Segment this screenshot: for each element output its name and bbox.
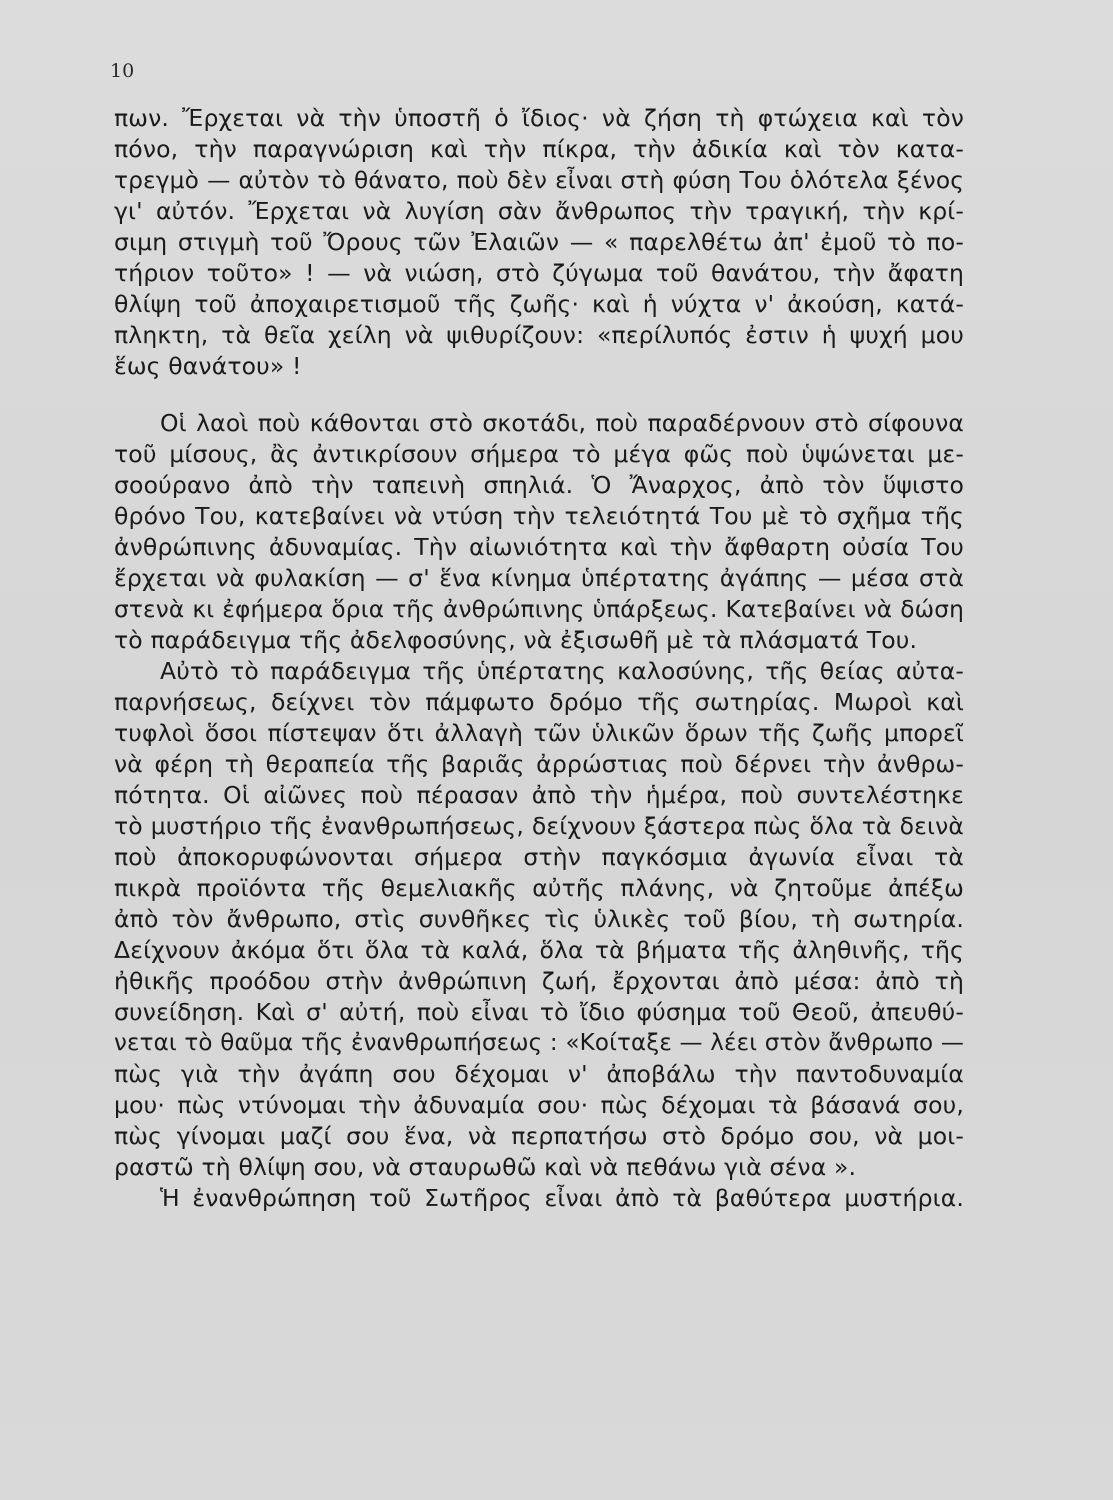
text-line: ἀπὸ τὸν ἄνθρωπο, στὶς συνθῆκες τὶς ὑλικὲς τοῦ βίου, τὴ σωτηρία. [114, 905, 964, 933]
text-line: ἠθικῆς προόδου στὴν ἀνθρώπινη ζωή, ἔρχονται ἀπὸ μέσα: ἀπὸ τὴ [114, 967, 964, 995]
text-line: πόνο, τὴν παραγνώριση καὶ τὴν πίκρα, τὴν ἀδικία καὶ τὸν κατα- [114, 135, 964, 163]
text-line: ἔρχεται νὰ φυλακίση — σ' ἕνα κίνημα ὑπέρτατης ἀγάπης — μέσα στὰ [114, 564, 964, 592]
paragraph [114, 103, 964, 382]
text-line: σιμη στιγμὴ τοῦ Ὄρους τῶν Ἐλαιῶν — « παρελθέτω ἀπ' ἐμοῦ τὸ πο- [114, 228, 964, 256]
text-line: πων. Ἔρχεται νὰ τὴν ὑποστῆ ὁ ἴδιος· νὰ ζήση τὴ φτώχεια καὶ τὸν [114, 104, 964, 132]
text-line: Ἡ ἐνανθρώπηση τοῦ Σωτῆρος εἶναι ἀπὸ τὰ βαθύτερα μυστήρια. [160, 1184, 964, 1212]
text-line: μου· πὼς ντύνομαι τὴν ἀδυναμία σου· πὼς δέχομαι τὰ βάσανά σου, [114, 1091, 964, 1119]
paragraph-gap [114, 382, 964, 408]
text-line: τυφλοὶ ὅσοι πίστεψαν ὅτι ἀλλαγὴ τῶν ὑλικῶν ὅρων τῆς ζωῆς μπορεῖ [114, 719, 964, 747]
text-line: γι' αὐτόν. Ἔρχεται νὰ λυγίση σὰν ἄνθρωπος τὴν τραγική, τὴν κρί- [114, 197, 964, 225]
text-line: θρόνο Του, κατεβαίνει νὰ ντύση τὴν τελειότητά Του μὲ τὸ σχῆμα τῆς [114, 502, 964, 530]
paragraph [114, 1183, 964, 1214]
text-line: ποὺ ἀποκορυφώνονται σήμερα στὴν παγκόσμια ἀγωνία εἶναι τὰ [114, 843, 964, 871]
body-text [114, 103, 964, 1214]
text-line: νεται τὸ θαῦμα τῆς ἐνανθρωπήσεως : «Κοίταξε — λέει στὸν ἄνθρωπο — [114, 1030, 964, 1056]
text-line: νὰ φέρη τὴ θεραπεία τῆς βαριᾶς ἀρρώστιας ποὺ δέρνει τὴν ἀνθρω- [114, 750, 964, 778]
text-line: στενὰ κι ἐφήμερα ὅρια τῆς ἀνθρώπινης ὑπάρξεως. Κατεβαίνει νὰ δώση [114, 596, 964, 623]
text-line: Αὐτὸ τὸ παράδειγμα τῆς ὑπέρτατης καλοσύνης, τῆς θείας αὐτα- [160, 657, 964, 685]
text-line: πότητα. Οἱ αἰῶνες ποὺ πέρασαν ἀπὸ τὴν ἡμέρα, ποὺ συντελέστηκε [114, 781, 964, 809]
text-line: παρνήσεως, δείχνει τὸν πάμφωτο δρόμο τῆς σωτηρίας. Μωροὶ καὶ [114, 688, 964, 716]
text-line: πληκτη, τὰ θεῖα χείλη νὰ ψιθυρίζουν: «περίλυπός ἐστιν ἡ ψυχή μου [114, 321, 964, 349]
text-line: πικρὰ προϊόντα τῆς θεμελιακῆς αὐτῆς πλάνης, νὰ ζητοῦμε ἀπέξω [114, 874, 964, 902]
text-line: πὼς γιὰ τὴν ἀγάπη σου δέχομαι ν' ἀποβάλω τὴν παντοδυναμία [114, 1060, 964, 1088]
text-line: Δείχνουν ἀκόμα ὅτι ὅλα τὰ καλά, ὅλα τὰ βήματα τῆς ἀληθινῆς, τῆς [114, 936, 964, 964]
paragraph [114, 656, 964, 1183]
text-line: σοούρανο ἀπὸ τὴν ταπεινὴ σπηλιά. Ὁ Ἄναρχος, ἀπὸ τὸν ὕψιστο [114, 471, 964, 499]
text-line: τοῦ μίσους, ἂς ἀντικρίσουν σήμερα τὸ μέγα φῶς ποὺ ὑψώνεται με- [114, 440, 964, 468]
text-line: τὸ παράδειγμα τῆς ἀδελφοσύνης, νὰ ἐξισωθῆ μὲ τὰ πλάσματά Του. [114, 626, 918, 654]
page-number: 10 [110, 60, 135, 82]
text-line: θλίψη τοῦ ἀποχαιρετισμοῦ τῆς ζωῆς· καὶ ἡ νύχτα ν' ἀκούση, κατά- [114, 290, 964, 318]
text-line: συνείδηση. Καὶ σ' αὐτή, ποὺ εἶναι τὸ ἴδιο φύσημα τοῦ Θεοῦ, ἀπευθύ- [114, 998, 964, 1026]
paragraph [114, 408, 964, 656]
text-line: ἕως θανάτου» ! [114, 352, 302, 380]
text-line: ἀνθρώπινης ἀδυναμίας. Τὴν αἰωνιότητα καὶ τὴν ἄφθαρτη οὐσία Του [114, 533, 964, 561]
text-line: τήριον τοῦτο» ! — νὰ νιώση, στὸ ζύγωμα τοῦ θανάτου, τὴν ἄφατη [114, 259, 964, 287]
text-line: ραστῶ τὴ θλίψη σου, νὰ σταυρωθῶ καὶ νὰ πεθάνω γιὰ σένα ». [114, 1153, 857, 1181]
text-line: πὼς γίνομαι μαζί σου ἕνα, νὰ περπατήσω στὸ δρόμο σου, νὰ μοι- [114, 1122, 964, 1150]
text-line: Οἱ λαοὶ ποὺ κάθονται στὸ σκοτάδι, ποὺ παραδέρνουν στὸ σίφουνα [160, 409, 964, 437]
text-line: τρεγμὸ — αὐτὸν τὸ θάνατο, ποὺ δὲν εἶναι στὴ φύση Του ὁλότελα ξένος [114, 167, 964, 194]
text-line: τὸ μυστήριο τῆς ἐνανθρωπήσεως, δείχνουν ξάστερα πὼς ὅλα τὰ δεινὰ [114, 812, 964, 840]
